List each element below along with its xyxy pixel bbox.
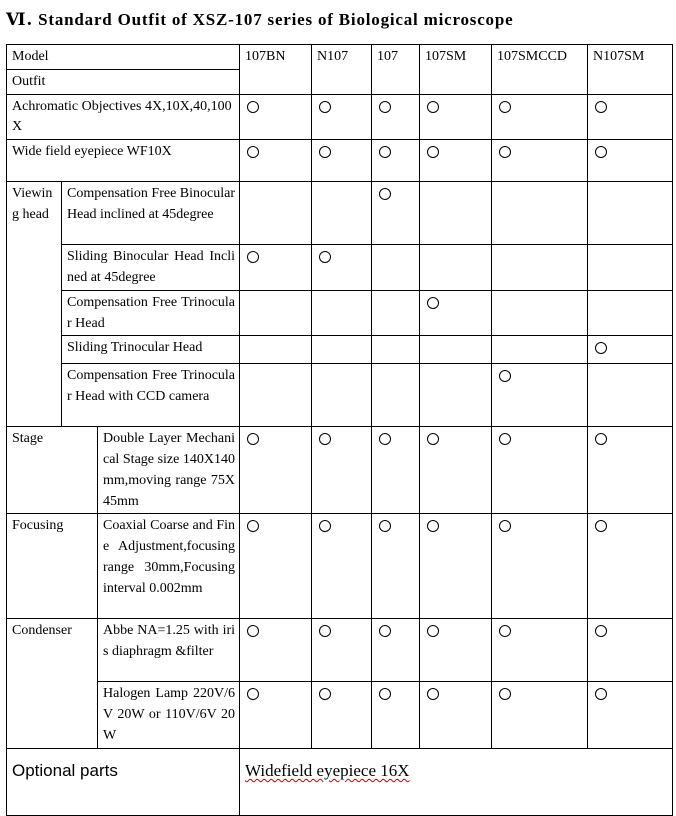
availability-cell	[588, 336, 673, 364]
standard-circle-icon	[427, 520, 439, 532]
availability-cell	[588, 94, 673, 140]
row-label-viewing-head: Viewing head	[7, 182, 62, 427]
standard-circle-icon	[319, 146, 331, 158]
model-header: 107SMCCD	[492, 45, 588, 95]
row-label-stage: Stage	[7, 427, 98, 514]
table-row	[7, 290, 673, 336]
availability-cell	[420, 619, 492, 682]
standard-circle-icon	[247, 520, 259, 532]
availability-cell	[240, 182, 312, 245]
availability-cell	[588, 682, 673, 748]
availability-cell	[492, 336, 588, 364]
document-title	[6, 10, 513, 30]
availability-cell	[588, 364, 673, 427]
availability-cell	[588, 290, 673, 336]
availability-cell	[240, 336, 312, 364]
availability-cell	[492, 245, 588, 291]
standard-circle-icon	[319, 433, 331, 445]
standard-circle-icon	[427, 101, 439, 113]
availability-cell	[492, 619, 588, 682]
row-label-condenser: Condenser	[7, 619, 98, 748]
availability-cell	[492, 427, 588, 514]
standard-circle-icon	[379, 625, 391, 637]
lamp-desc: Halogen Lamp 220V/6V 20W or 110V/6V 20W	[98, 682, 240, 748]
table-row	[7, 364, 673, 427]
availability-cell	[492, 514, 588, 619]
viewing-option: Compensation Free Trinocular Head with CCD camera	[62, 364, 240, 427]
availability-cell	[312, 336, 372, 364]
availability-cell	[240, 290, 312, 336]
availability-cell	[240, 364, 312, 427]
availability-cell	[372, 514, 420, 619]
availability-cell	[588, 427, 673, 514]
model-header: 107	[372, 45, 420, 95]
standard-circle-icon	[427, 433, 439, 445]
availability-cell	[312, 290, 372, 336]
availability-cell	[420, 290, 492, 336]
standard-circle-icon	[427, 146, 439, 158]
availability-cell	[372, 336, 420, 364]
table-row	[7, 245, 673, 291]
table-row	[7, 336, 673, 364]
standard-circle-icon	[595, 146, 607, 158]
availability-cell	[588, 619, 673, 682]
availability-cell	[312, 682, 372, 748]
row-label-objectives: Achromatic Objectives 4X,10X,40,100X	[7, 94, 240, 140]
availability-cell	[312, 245, 372, 291]
section-numeral: Ⅵ.	[6, 10, 34, 30]
table-row	[7, 514, 673, 619]
optional-value-text: Widefield eyepiece 16X	[245, 760, 410, 780]
viewing-option: Compensation Free Binocular Head inclined at 45degree	[62, 182, 240, 245]
title-text: Standard Outfit of XSZ-107 series of Biological microscope	[38, 10, 514, 29]
availability-cell	[372, 94, 420, 140]
availability-cell	[420, 336, 492, 364]
standard-circle-icon	[319, 251, 331, 263]
availability-cell	[312, 364, 372, 427]
standard-circle-icon	[595, 342, 607, 354]
standard-circle-icon	[247, 433, 259, 445]
availability-cell	[420, 94, 492, 140]
table-row	[7, 182, 673, 245]
model-header: N107SM	[588, 45, 673, 95]
model-header: 107BN	[240, 45, 312, 95]
availability-cell	[420, 514, 492, 619]
availability-cell	[240, 619, 312, 682]
availability-cell	[312, 427, 372, 514]
availability-cell	[372, 140, 420, 182]
standard-circle-icon	[379, 433, 391, 445]
standard-circle-icon	[319, 520, 331, 532]
standard-circle-icon	[499, 520, 511, 532]
availability-cell	[420, 427, 492, 514]
stage-desc: Double Layer Mechanical Stage size 140X140mm,moving range 75X45mm	[98, 427, 240, 514]
model-header: N107	[312, 45, 372, 95]
standard-circle-icon	[595, 688, 607, 700]
standard-circle-icon	[247, 251, 259, 263]
standard-circle-icon	[595, 433, 607, 445]
model-header: 107SM	[420, 45, 492, 95]
outfit-label: Outfit	[7, 69, 240, 94]
availability-cell	[420, 182, 492, 245]
standard-circle-icon	[499, 688, 511, 700]
standard-circle-icon	[427, 625, 439, 637]
availability-cell	[492, 290, 588, 336]
availability-cell	[588, 140, 673, 182]
viewing-option: Sliding Binocular Head Inclined at 45degree	[62, 245, 240, 291]
standard-circle-icon	[595, 625, 607, 637]
standard-circle-icon	[499, 146, 511, 158]
standard-circle-icon	[595, 520, 607, 532]
availability-cell	[492, 364, 588, 427]
availability-cell	[240, 140, 312, 182]
row-label-eyepiece: Wide field eyepiece WF10X	[7, 140, 240, 182]
availability-cell	[420, 364, 492, 427]
focusing-desc: Coaxial Coarse and Fine Adjustment,focusing range 30mm,Focusing interval 0.002mm	[98, 514, 240, 619]
availability-cell	[372, 290, 420, 336]
standard-circle-icon	[247, 625, 259, 637]
availability-cell	[312, 182, 372, 245]
availability-cell	[240, 514, 312, 619]
standard-circle-icon	[247, 146, 259, 158]
availability-cell	[588, 245, 673, 291]
availability-cell	[492, 94, 588, 140]
header-row	[7, 45, 673, 70]
outfit-table	[6, 44, 673, 816]
standard-circle-icon	[379, 146, 391, 158]
standard-circle-icon	[319, 101, 331, 113]
availability-cell	[240, 682, 312, 748]
standard-circle-icon	[499, 101, 511, 113]
row-label-focusing: Focusing	[7, 514, 98, 619]
availability-cell	[588, 182, 673, 245]
availability-cell	[420, 682, 492, 748]
standard-circle-icon	[247, 101, 259, 113]
standard-circle-icon	[499, 370, 511, 382]
standard-circle-icon	[247, 688, 259, 700]
availability-cell	[588, 514, 673, 619]
standard-circle-icon	[379, 688, 391, 700]
row-label-optional: Optional parts	[7, 748, 240, 815]
availability-cell	[372, 682, 420, 748]
availability-cell	[312, 140, 372, 182]
availability-cell	[420, 140, 492, 182]
availability-cell	[312, 619, 372, 682]
table-row	[7, 94, 673, 140]
availability-cell	[420, 245, 492, 291]
availability-cell	[372, 245, 420, 291]
viewing-option: Compensation Free Trinocular Head	[62, 290, 240, 336]
standard-circle-icon	[427, 688, 439, 700]
table-row	[7, 427, 673, 514]
standard-circle-icon	[379, 188, 391, 200]
viewing-option: Sliding Trinocular Head	[62, 336, 240, 364]
availability-cell	[240, 94, 312, 140]
table-row	[7, 140, 673, 182]
model-label: Model	[7, 45, 240, 70]
availability-cell	[372, 364, 420, 427]
standard-circle-icon	[379, 520, 391, 532]
availability-cell	[372, 619, 420, 682]
standard-circle-icon	[379, 101, 391, 113]
availability-cell	[492, 140, 588, 182]
table-row	[7, 619, 673, 682]
availability-cell	[240, 427, 312, 514]
standard-circle-icon	[427, 297, 439, 309]
availability-cell	[492, 682, 588, 748]
standard-circle-icon	[499, 433, 511, 445]
availability-cell	[312, 94, 372, 140]
condenser-desc: Abbe NA=1.25 with iris diaphragm &filter	[98, 619, 240, 682]
availability-cell	[312, 514, 372, 619]
availability-cell	[372, 427, 420, 514]
availability-cell	[240, 245, 312, 291]
standard-circle-icon	[319, 688, 331, 700]
availability-cell	[372, 182, 420, 245]
standard-circle-icon	[319, 625, 331, 637]
standard-circle-icon	[499, 625, 511, 637]
table-row	[7, 748, 673, 815]
table-row	[7, 682, 673, 748]
optional-value	[240, 748, 673, 815]
standard-circle-icon	[595, 101, 607, 113]
availability-cell	[492, 182, 588, 245]
